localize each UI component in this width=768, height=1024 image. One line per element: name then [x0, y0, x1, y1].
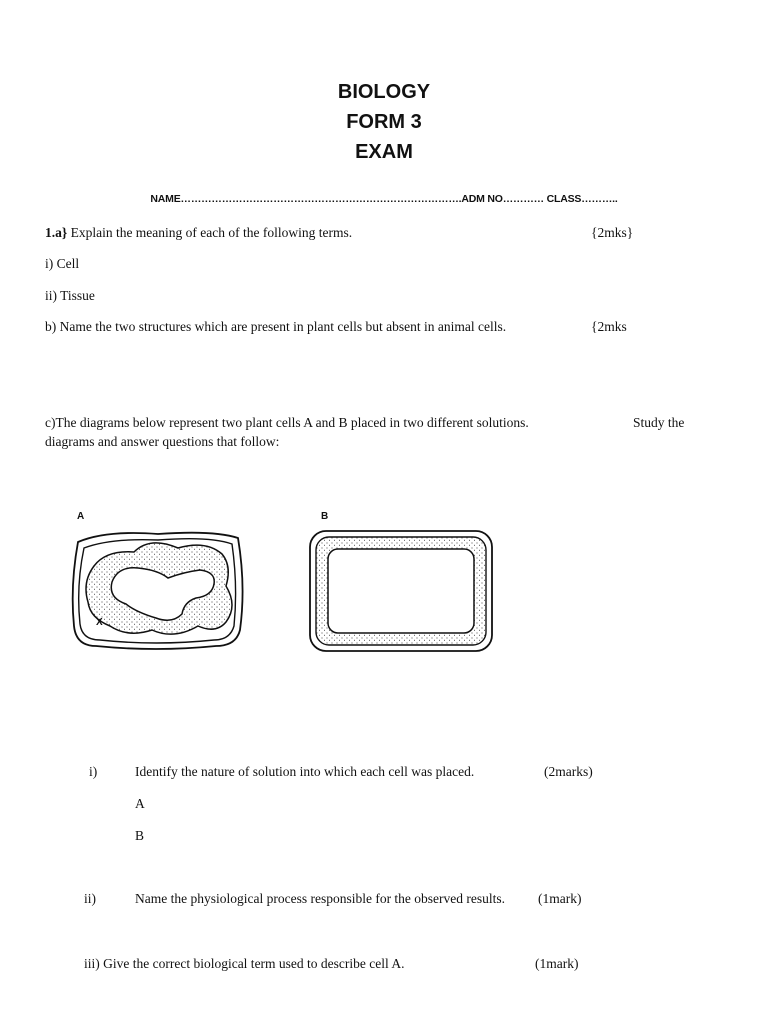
cell-b-diagram — [306, 527, 496, 655]
title-line-2: FORM 3 — [346, 111, 422, 133]
question-1a-number: 1.a} — [45, 225, 68, 240]
question-1b-marks: {2mks — [591, 319, 627, 334]
title-line-1: BIOLOGY — [337, 81, 431, 103]
question-1b: b) Name the two structures which are present in plant cells but absent in animal cells. — [45, 319, 507, 334]
question-1c-tail: Study the — [633, 415, 685, 430]
cell-a-diagram — [66, 526, 248, 654]
subquestion-iii-marks: (1mark) — [535, 956, 579, 971]
cell-b-label: B — [321, 511, 329, 522]
question-1c-line2: diagrams and answer questions that follow: — [45, 434, 280, 449]
question-1a-text: Explain the meaning of each of the following terms. — [67, 225, 353, 240]
subquestion-ii-number: ii) — [84, 891, 96, 906]
cell-a-label: A — [77, 511, 85, 522]
student-details-line: NAME……………………………………………………………………….ADM NO………… CLASS……….. — [150, 193, 618, 205]
subquestion-ii-marks: (1mark) — [538, 891, 582, 906]
subquestion-iii-text: iii) Give the correct biological term used to describe cell A. — [84, 956, 405, 971]
question-1a-i: i) Cell — [45, 256, 80, 271]
subquestion-i-text: Identify the nature of solution into which each cell was placed. — [135, 764, 475, 779]
region-x-label: X — [96, 617, 103, 628]
question-1a-marks: {2mks} — [591, 225, 634, 240]
title-line-3: EXAM — [355, 141, 413, 163]
subquestion-i-number: i) — [89, 764, 98, 779]
question-1c: c)The diagrams below represent two plant cells A and B placed in two different solutions. — [45, 415, 529, 430]
subquestion-i-b: B — [135, 828, 145, 843]
question-1a — [45, 225, 352, 241]
subquestion-i-a: A — [135, 796, 145, 811]
subquestion-i-marks: (2marks) — [544, 764, 593, 779]
question-1a-ii: ii) Tissue — [45, 288, 95, 303]
subquestion-ii-text: Name the physiological process responsible for the observed results. — [135, 891, 506, 906]
